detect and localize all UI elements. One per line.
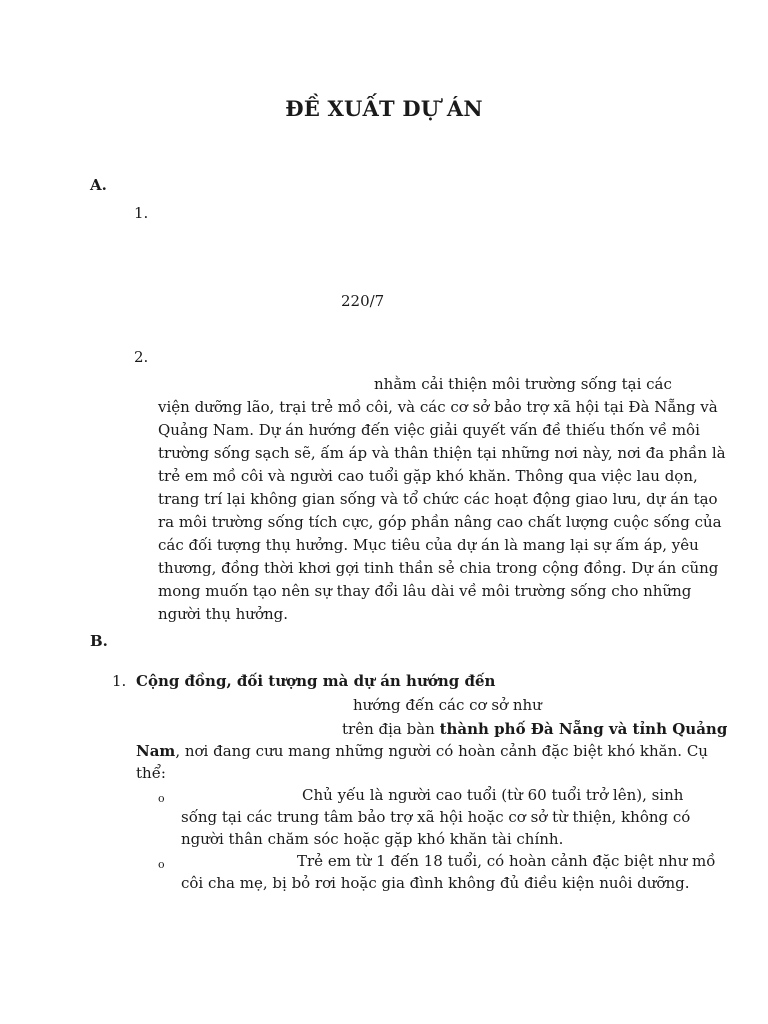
section-b-item-1-line-2: hướng đến các cơ sở như: [353, 696, 542, 714]
paragraph-line: nhằm cải thiện môi trường sống tại các: [374, 375, 672, 393]
paragraph-line: trang trí lại không gian sống và tổ chức các hoạt động giao lưu, dự án tạo: [158, 490, 718, 508]
section-b-item-1-line-3: [342, 718, 727, 740]
bullet-2-line: Trẻ em từ 1 đến 18 tuổi, có hoàn cảnh đặc biệt như mồ: [297, 852, 716, 870]
section-a-item-1-value: 220/7: [341, 292, 385, 310]
paragraph-line: mong muốn tạo nên sự thay đổi lâu dài về môi trường sống cho những: [158, 582, 692, 600]
location-bold-text: thành phố Đà Nẵng và tỉnh Quảng: [439, 720, 728, 738]
bullet-1-line: Chủ yếu là người cao tuổi (từ 60 tuổi trở lên), sinh: [302, 786, 684, 804]
line-3-text: trên địa bàn: [342, 720, 440, 738]
paragraph-line: trường sống sạch sẽ, ấm áp và thân thiện tại những nơi này, nơi đa phần là: [158, 444, 726, 462]
section-a-label: A.: [90, 176, 107, 194]
bullet-1-line: sống tại các trung tâm bảo trợ xã hội hoặc cơ sở từ thiện, không có: [181, 808, 691, 826]
location-bold-text-end: Nam: [136, 742, 176, 760]
section-b-item-1-line-5: thể:: [136, 764, 166, 782]
paragraph-line: Quảng Nam. Dự án hướng đến việc giải quyết vấn đề thiếu thốn về môi: [158, 421, 700, 439]
paragraph-line: viện dưỡng lão, trại trẻ mồ côi, và các cơ sở bảo trợ xã hội tại Đà Nẵng và: [158, 398, 718, 416]
section-b-item-1-heading: Cộng đồng, đối tượng mà dự án hướng đến: [136, 672, 496, 690]
bullet-marker: o: [158, 792, 165, 805]
paragraph-line: thương, đồng thời khơi gợi tinh thần sẻ chia trong cộng đồng. Dự án cũng: [158, 559, 719, 577]
section-b-item-1-number: 1.: [112, 672, 127, 690]
bullet-2-line: côi cha mẹ, bị bỏ rơi hoặc gia đình không đủ điều kiện nuôi dưỡng.: [181, 874, 690, 892]
paragraph-line: các đối tượng thụ hưởng. Mục tiêu của dự án là mang lại sự ấm áp, yêu: [158, 536, 699, 554]
page-title: ĐỀ XUẤT DỰ ÁN: [285, 96, 483, 121]
bullet-1-line: người thân chăm sóc hoặc gặp khó khăn tài chính.: [181, 830, 564, 848]
paragraph-line: ra môi trường sống tích cực, góp phần nâng cao chất lượng cuộc sống của: [158, 513, 722, 531]
section-a-item-2-number: 2.: [134, 348, 149, 366]
section-a-item-1-number: 1.: [134, 204, 149, 222]
paragraph-line: trẻ em mồ côi và người cao tuổi gặp khó khăn. Thông qua việc lau dọn,: [158, 467, 698, 485]
section-b-label: B.: [90, 632, 108, 650]
line-4-text: , nơi đang cưu mang những người có hoàn cảnh đặc biệt khó khăn. Cụ: [175, 742, 708, 760]
bullet-marker: o: [158, 858, 165, 871]
section-a-item-2-paragraph: [158, 373, 726, 626]
paragraph-line: người thụ hưởng.: [158, 605, 289, 623]
section-b-item-1-line-4: [136, 740, 708, 762]
